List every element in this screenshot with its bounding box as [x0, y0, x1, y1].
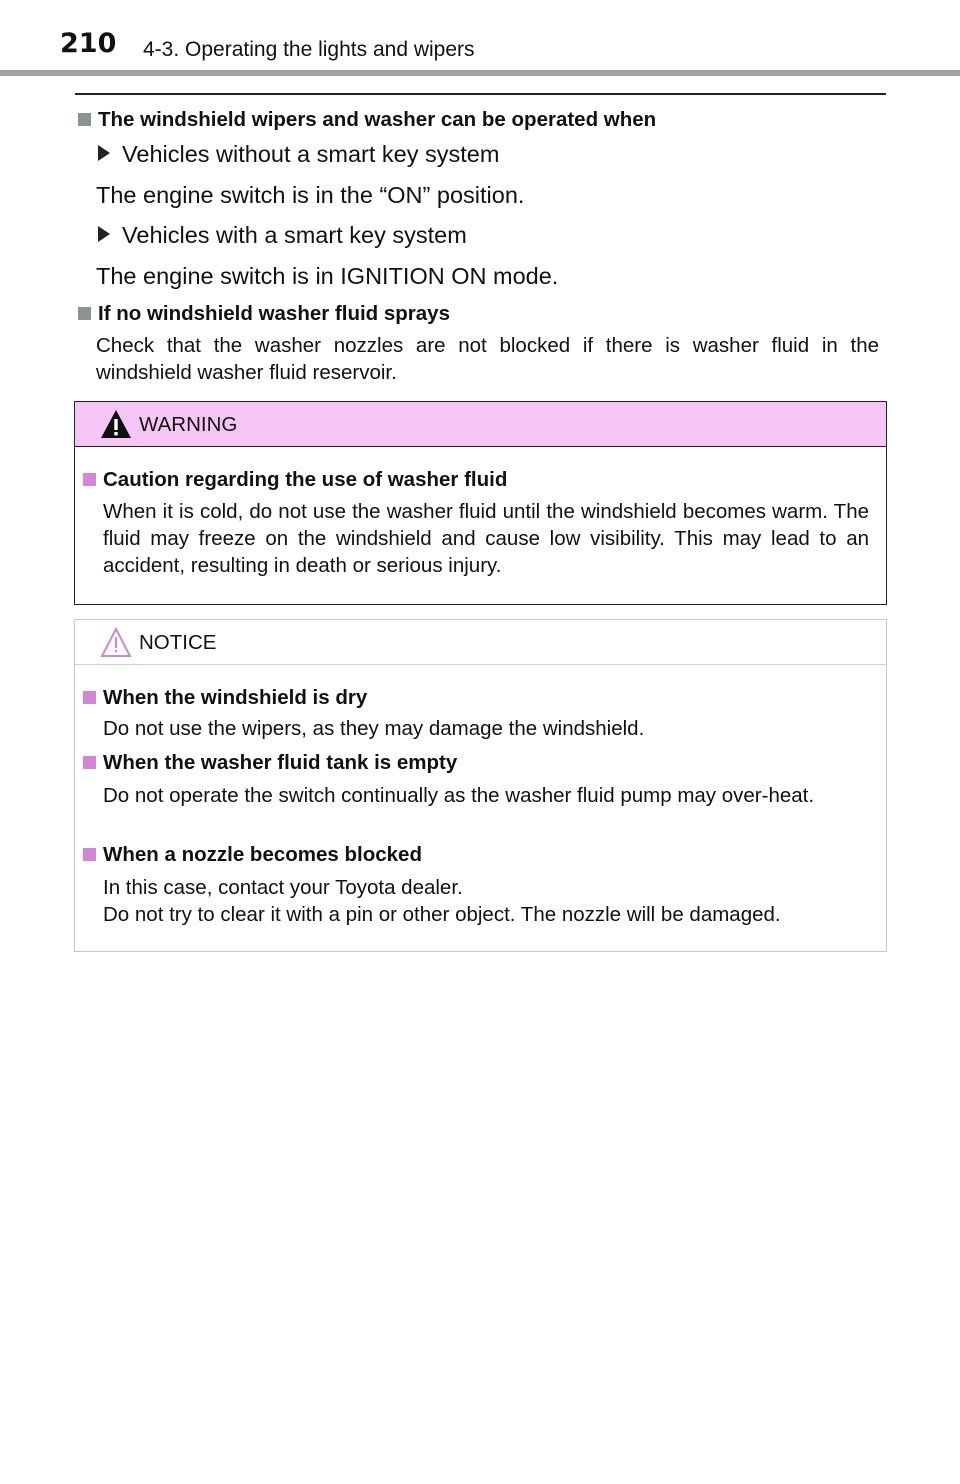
page-number: 210 [60, 28, 117, 59]
caution-triangle-icon [99, 625, 133, 659]
notice-item-text: Do not try to clear it with a pin or other object. The nozzle will be damaged. [103, 903, 781, 926]
square-marker-icon [83, 691, 96, 704]
page-header [0, 0, 960, 78]
divider [75, 93, 886, 95]
no-spray-heading: If no windshield washer fluid sprays [78, 302, 450, 326]
section-title: 4-3. Operating the lights and wipers [143, 38, 475, 61]
bullet-item: Vehicles without a smart key system [98, 141, 499, 168]
warning-box [74, 401, 887, 605]
square-marker-icon [78, 113, 91, 126]
notice-header [75, 620, 886, 665]
warning-title: WARNING [139, 413, 238, 436]
notice-item-text: Do not operate the switch continually as the washer fluid pump may over-heat. [103, 784, 815, 807]
square-marker-icon [78, 307, 91, 320]
notice-box [74, 619, 887, 952]
square-marker-icon [83, 756, 96, 769]
square-marker-icon [83, 473, 96, 486]
triangle-bullet-icon [98, 145, 110, 161]
paragraph: The engine switch is in the “ON” position. [96, 182, 525, 208]
triangle-bullet-icon [98, 226, 110, 242]
warning-item-heading: Caution regarding the use of washer fluid [83, 468, 507, 492]
notice-item-heading: When the windshield is dry [83, 686, 367, 710]
paragraph: The engine switch is in IGNITION ON mode. [96, 263, 559, 289]
notice-item-heading: When a nozzle becomes blocked [83, 843, 422, 867]
warning-item-text: When it is cold, do not use the washer fluid until the windshield becomes warm. The fluid may freeze on the windshield and cause low visibility. This may lead to an accident, resulting in death or serious injury. [103, 500, 869, 577]
notice-item-text: Do not use the wipers, as they may damage the windshield. [103, 717, 645, 740]
notice-title: NOTICE [139, 631, 217, 654]
warning-triangle-icon [99, 407, 133, 441]
notice-item-text: In this case, contact your Toyota dealer. [103, 876, 463, 899]
operated-when-heading: The windshield wipers and washer can be operated when [78, 108, 656, 132]
paragraph: Check that the washer nozzles are not blocked if there is washer fluid in the windshield washer fluid reservoir. [96, 334, 879, 384]
square-marker-icon [83, 848, 96, 861]
warning-header [75, 402, 886, 447]
bullet-item: Vehicles with a smart key system [98, 222, 467, 249]
notice-item-heading: When the washer fluid tank is empty [83, 751, 457, 775]
header-bar [0, 70, 960, 76]
